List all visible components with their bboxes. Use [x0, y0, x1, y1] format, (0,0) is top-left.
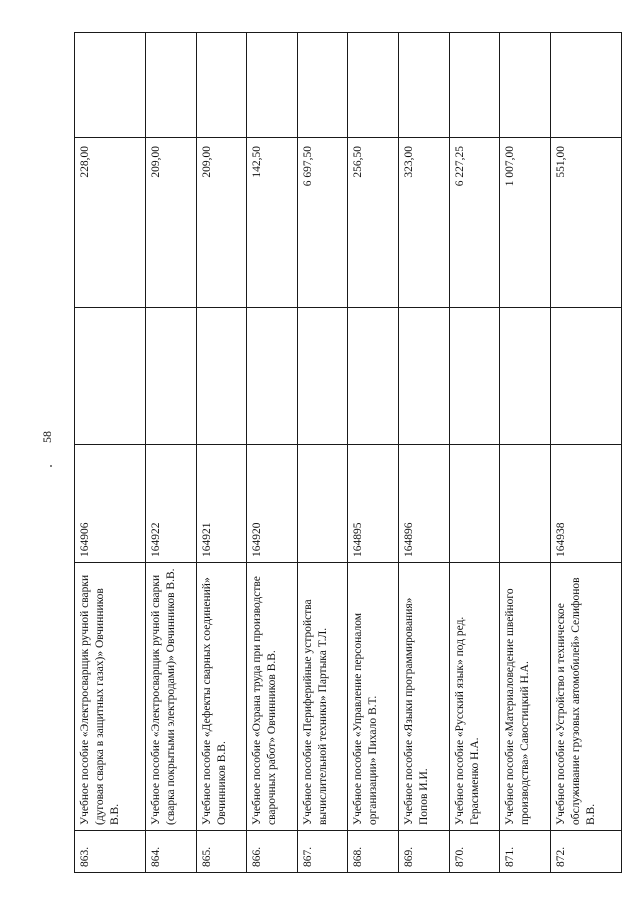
row-number: 869.: [399, 831, 450, 873]
row-number: 866.: [247, 831, 298, 873]
row-number: 867.: [297, 831, 348, 873]
item-last-cell: [75, 33, 146, 138]
item-last-cell: [196, 33, 247, 138]
item-empty-cell: [500, 308, 551, 445]
item-empty-cell: [247, 308, 298, 445]
row-number: 870.: [449, 831, 500, 873]
item-title: Учебное пособие «Дефекты сварных соединений» Овчинников В.В.: [196, 563, 247, 831]
item-last-cell: [146, 33, 197, 138]
item-empty-cell: [348, 308, 399, 445]
table-row: [196, 33, 247, 873]
item-last-cell: [500, 33, 551, 138]
item-empty-cell: [550, 308, 621, 445]
page-number: 58: [40, 431, 54, 443]
table-row: [75, 33, 146, 873]
row-number: 865.: [196, 831, 247, 873]
item-price: 6 697,50: [297, 138, 348, 308]
item-code: [297, 445, 348, 563]
item-code: [449, 445, 500, 563]
item-empty-cell: [449, 308, 500, 445]
table-row: [247, 33, 298, 873]
item-code: 164921: [196, 445, 247, 563]
item-title: Учебное пособие «Электросварщик ручной сварки (сварка покрытыми электродами)» Овчинников В.В.: [146, 563, 197, 831]
item-price: 142,50: [247, 138, 298, 308]
item-price: 228,00: [75, 138, 146, 308]
table-row: [550, 33, 621, 873]
item-empty-cell: [196, 308, 247, 445]
item-price: 209,00: [146, 138, 197, 308]
catalog-table: [74, 32, 622, 873]
item-price: 256,50: [348, 138, 399, 308]
item-empty-cell: [146, 308, 197, 445]
item-code: 164920: [247, 445, 298, 563]
catalog-table-rotated: [74, 33, 622, 873]
item-title: Учебное пособие «Периферийные устройства вычислительной техники» Партыка Т.Л.: [297, 563, 348, 831]
table-row: [348, 33, 399, 873]
item-code: 164938: [550, 445, 621, 563]
row-number: 864.: [146, 831, 197, 873]
item-code: [500, 445, 551, 563]
item-code: 164922: [146, 445, 197, 563]
item-last-cell: [550, 33, 621, 138]
item-title: Учебное пособие «Охрана труда при производстве сварочных работ» Овчинников В.В.: [247, 563, 298, 831]
row-number: 868.: [348, 831, 399, 873]
item-title: Учебное пособие «Русский язык» под ред. Герасименко Н.А.: [449, 563, 500, 831]
table-body: [75, 33, 622, 873]
row-number: 872.: [550, 831, 621, 873]
item-code: 164896: [399, 445, 450, 563]
item-title: Учебное пособие «Языки программирования» Попов И.И.: [399, 563, 450, 831]
table-row: [449, 33, 500, 873]
table-row: [399, 33, 450, 873]
item-price: 6 227,25: [449, 138, 500, 308]
item-empty-cell: [399, 308, 450, 445]
item-price: 1 007,00: [500, 138, 551, 308]
row-number: 863.: [75, 831, 146, 873]
row-number: 871.: [500, 831, 551, 873]
table-row: [297, 33, 348, 873]
item-title: Учебное пособие «Устройство и техническое обслуживание грузовых автомобилей» Селифонов В.В.: [550, 563, 621, 831]
scan-speck: [50, 465, 52, 467]
item-code: 164906: [75, 445, 146, 563]
item-title: Учебное пособие «Управление персоналом организации» Пихало В.Т.: [348, 563, 399, 831]
item-price: 209,00: [196, 138, 247, 308]
item-last-cell: [449, 33, 500, 138]
item-price: 323,00: [399, 138, 450, 308]
item-last-cell: [247, 33, 298, 138]
item-price: 551,00: [550, 138, 621, 308]
item-code: 164895: [348, 445, 399, 563]
item-last-cell: [297, 33, 348, 138]
item-last-cell: [399, 33, 450, 138]
item-last-cell: [348, 33, 399, 138]
table-row: [500, 33, 551, 873]
table-row: [146, 33, 197, 873]
item-title: Учебное пособие «Электросварщик ручной сварки (дуговая сварка в защитных газах)» Овчинников В.В.: [75, 563, 146, 831]
item-title: Учебное пособие «Материаловедение швейного производства» Савостицкий Н.А.: [500, 563, 551, 831]
item-empty-cell: [75, 308, 146, 445]
item-empty-cell: [297, 308, 348, 445]
